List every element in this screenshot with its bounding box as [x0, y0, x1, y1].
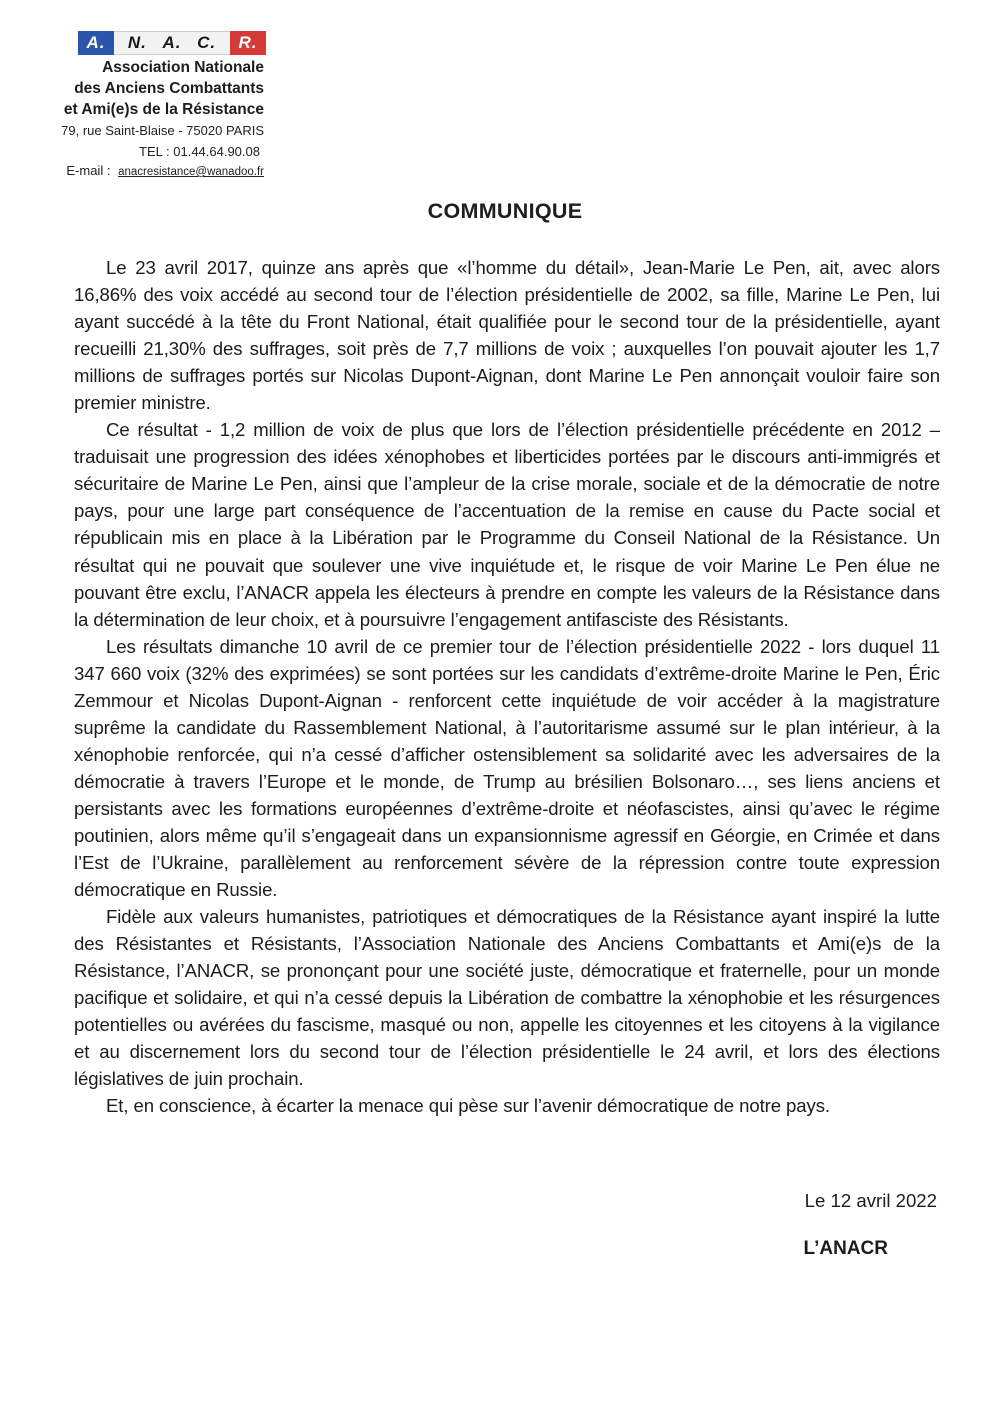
- document-date: Le 12 avril 2022: [804, 1190, 937, 1211]
- logo-letter-a2: A.: [162, 33, 182, 52]
- logo-letter-a: A.: [78, 31, 114, 55]
- body-paragraph: Le 23 avril 2017, quinze ans après que «l’homme du détail», Jean-Marie Le Pen, ait, avec alors 16,86% des voix accédé au second tour de l’élection présidentielle de 2002, sa fille, Marine Le Pen, lui ayant succédé à la tête du Front National, était qualifiée pour le second tour de la présidentielle, ayant recueilli 21,30% des suffrages, soit près de 7,7 millions de voix ; auxquelles l’on pouvait ajouter les 1,7 millions de suffrages portés sur Nicolas Dupont-Aignan, dont Marine Le Pen annonçait vouloir faire son premier ministre.: [74, 257, 940, 414]
- signature: L’ANACR: [803, 1238, 888, 1259]
- logo-letter-c: C.: [197, 33, 217, 52]
- logo-letter-r: R.: [230, 31, 266, 55]
- anacr-logo: [78, 31, 266, 55]
- org-address: 79, rue Saint-Blaise - 75020 PARIS: [61, 123, 264, 138]
- email-link[interactable]: anacresistance@wanadoo.fr: [118, 166, 264, 178]
- org-name-line-2: des Anciens Combattants: [74, 80, 264, 97]
- org-name-line-3: et Ami(e)s de la Résistance: [63, 101, 264, 118]
- logo-letters-nac: [114, 31, 230, 55]
- email-label: E-mail :: [66, 163, 111, 178]
- body-paragraph: Ce résultat - 1,2 million de voix de plus que lors de l’élection présidentielle précédente en 2012 – traduisait une progression des idées xénophobes et liberticides portées par le discours anti-immigrés et sécuritaire de Marine Le Pen, ainsi que l’ampleur de la crise morale, sociale et de la démocratie de notre pays, pour une large part conséquence de l’accentuation de la remise en cause du Pacte social et républicain mis en place à la Libération par le Programme du Conseil National de la Résistance. Un résultat qui ne pouvait que soulever une vive inquiétude et, le risque de voir Marine Le Pen élue ne pouvant être exclu, l’ANACR appela les électeurs à prendre en compte les valeurs de la Résistance dans la détermination de leur choix, et à poursuivre l’engagement antifasciste des Résistants.: [74, 419, 940, 630]
- org-name-line-1: Association Nationale: [102, 59, 264, 76]
- body-paragraph: Fidèle aux valeurs humanistes, patriotiques et démocratiques de la Résistance ayant inspiré la lutte des Résistantes et Résistants, l’Association Nationale des Anciens Combattants et Ami(e)s de la Résistance, l’ANACR, se prononçant pour une société juste, démocratique et fraternelle, pour un monde pacifique et solidaire, et qui n’a cessé depuis la Libération de combattre la xénophobie et les résurgences potentielles ou avérées du fascisme, masqué ou non, appelle les citoyennes et les citoyens à la vigilance et au discernement lors du second tour de l’élection présidentielle le 24 avril, et lors des élections législatives de juin prochain.: [74, 906, 940, 1090]
- org-phone: TEL : 01.44.64.90.08: [139, 144, 260, 159]
- document-title: COMMUNIQUE: [427, 199, 583, 223]
- org-email-line: [66, 163, 264, 178]
- body-paragraph: Les résultats dimanche 10 avril de ce premier tour de l’élection présidentielle 2022 - lors duquel 11 347 660 voix (32% des exprimées) se sont portées sur les candidats d’extrême-droite Marine le Pen, Éric Zemmour et Nicolas Dupont-Aignan - renforcent cette inquiétude de voir accéder à la magistrature suprême la candidate du Rassemblement National, à l’autoritarisme assumé sur le plan intérieur, à la xénophobie renforcée, qui n’a cessé d’afficher ostensiblement sa solidarité avec les adversaires de la démocratie à travers l’Europe et le monde, de Trump au brésilien Bolsonaro…, ses liens anciens et persistants avec les formations européennes d’extrême-droite et néofascistes, ainsi qu’avec le régime poutinien, alors même qu’il s’engageait dans un expansionnisme agressif en Géorgie, en Crimée et dans l’Est de l’Ukraine, parallèlement au renforcement sévère de la répression contre toute expression démocratique en Russie.: [74, 635, 940, 901]
- logo-letter-n: N.: [127, 33, 147, 52]
- communique-body: [74, 254, 940, 1120]
- body-paragraph: Et, en conscience, à écarter la menace qui pèse sur l’avenir démocratique de notre pays.: [106, 1095, 830, 1117]
